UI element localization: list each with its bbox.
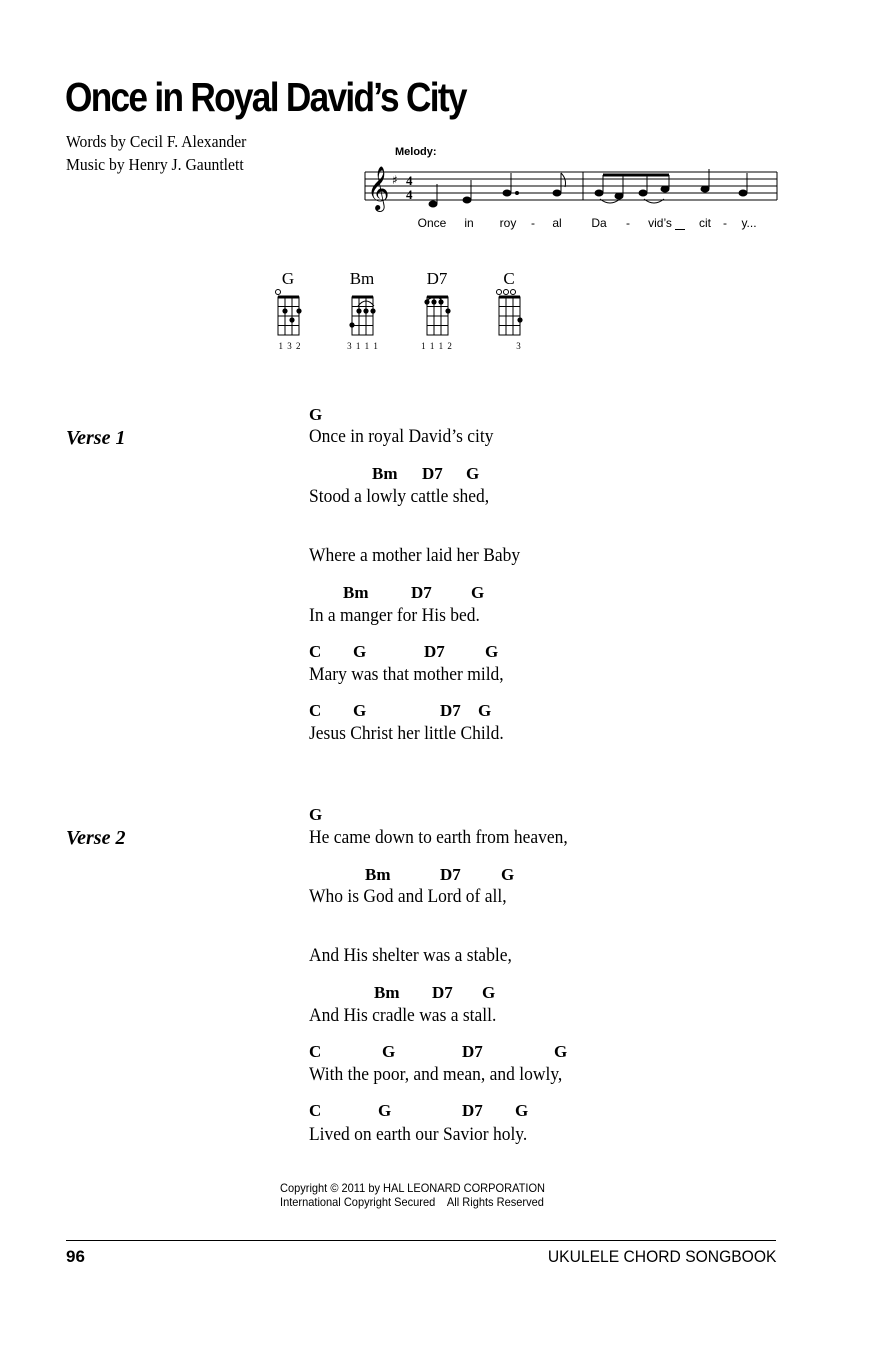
note (503, 190, 511, 196)
chord-symbol: G (501, 865, 515, 884)
chord-diagram-g (272, 288, 306, 340)
song-title: Once in Royal David’s City (65, 74, 466, 120)
melody-syllable: al (552, 216, 562, 230)
verse-label: Verse 2 (66, 827, 126, 849)
footer-rule (66, 1240, 776, 1241)
chord-fingering: 1 1 1 2 (421, 341, 453, 351)
lyric-line: With the poor, and mean, and lowly, (309, 1064, 563, 1085)
melody-syllable: - (626, 216, 630, 230)
copyright-line-2: International Copyright Secured All Rights Reserved (280, 1195, 544, 1209)
chord-symbol: C (309, 1042, 322, 1061)
lyric-line: In a manger for His bed. (309, 605, 480, 626)
melody-staff (360, 160, 790, 220)
copyright-line-1: Copyright © 2011 by HAL LEONARD CORPORATION (280, 1181, 546, 1195)
lyric-line: Jesus Christ her little Child. (309, 723, 504, 744)
chord-diagram-name: G (281, 269, 295, 288)
note (595, 190, 603, 196)
chord-symbol: G (466, 464, 480, 483)
lyric-line: He came down to earth from heaven, (309, 827, 568, 848)
melody-syllable: cit (699, 216, 711, 230)
melody-syllable: - (723, 216, 727, 230)
chord-symbol: D7 (462, 1101, 483, 1120)
note (429, 201, 437, 207)
chord-symbol: Bm (365, 865, 391, 884)
lyric-line: Stood a lowly cattle shed, (309, 486, 490, 507)
chord-symbol: D7 (432, 983, 453, 1002)
chord-diagram-d7 (421, 288, 455, 340)
melody-label: Melody: (395, 146, 437, 158)
lyric-line: Once in royal David’s city (309, 426, 494, 447)
chord-fingering: 1 3 2 (278, 341, 302, 351)
verse-label: Verse 1 (66, 427, 126, 449)
note (661, 186, 669, 192)
melody-syllable: in (464, 216, 474, 230)
chord-fingering: 3 1 1 1 (347, 341, 379, 351)
chord-symbol: G (378, 1101, 392, 1120)
chord-symbol: G (309, 405, 323, 424)
chord-diagram-name: D7 (426, 269, 448, 288)
chord-symbol: G (482, 983, 496, 1002)
sharp-icon: ♯ (392, 173, 398, 187)
chord-symbol: G (353, 701, 367, 720)
chord-symbol: G (515, 1101, 529, 1120)
lyric-line: And His shelter was a stable, (309, 945, 512, 966)
chord-symbol: D7 (462, 1042, 483, 1061)
note (463, 197, 471, 203)
chord-symbol: C (309, 701, 322, 720)
note (639, 190, 647, 196)
note (701, 186, 709, 192)
lyric-line: Mary was that mother mild, (309, 664, 504, 685)
chord-fingering: 3 (516, 341, 522, 351)
chord-symbol: Bm (343, 583, 369, 602)
melody-syllable: y... (741, 216, 757, 230)
lyric-line: And His cradle was a stall. (309, 1005, 497, 1026)
chord-symbol: G (382, 1042, 396, 1061)
chord-diagram-c (493, 288, 527, 340)
note (553, 190, 561, 196)
time-signature-top: 4 (406, 173, 413, 188)
chord-symbol: G (353, 642, 367, 661)
melody-syllable: Da (591, 216, 607, 230)
chord-symbol: C (309, 1101, 322, 1120)
note (615, 193, 623, 199)
music-credit: Music by Henry J. Gauntlett (66, 155, 244, 174)
lyric-line: Who is God and Lord of all, (309, 886, 507, 907)
time-signature-bottom: 4 (406, 187, 413, 202)
chord-symbol: G (478, 701, 492, 720)
chord-diagram-name: Bm (349, 269, 375, 288)
chord-diagram-name: C (503, 269, 515, 288)
page-number: 96 (66, 1247, 85, 1266)
melody-syllable: roy (499, 216, 517, 230)
chord-symbol: G (554, 1042, 568, 1061)
chord-symbol: D7 (424, 642, 445, 661)
lyric-line: Where a mother laid her Baby (309, 545, 521, 566)
chord-symbol: C (309, 642, 322, 661)
chord-symbol: G (485, 642, 499, 661)
chord-symbol: Bm (372, 464, 398, 483)
chord-symbol: G (309, 805, 323, 824)
melisma-line (675, 229, 685, 230)
words-credit: Words by Cecil F. Alexander (66, 132, 247, 151)
chord-diagram-bm (346, 288, 380, 340)
treble-clef-icon: 𝄞 (367, 166, 390, 210)
melody-syllable: - (531, 216, 535, 230)
melody-syllable: Once (417, 216, 447, 230)
chord-symbol: D7 (440, 865, 461, 884)
book-title: UKULELE CHORD SONGBOOK (547, 1247, 776, 1266)
chord-symbol: D7 (440, 701, 461, 720)
chord-symbol: Bm (374, 983, 400, 1002)
note (739, 190, 747, 196)
chord-symbol: G (471, 583, 485, 602)
melody-syllable: vid’s (648, 216, 672, 230)
chord-symbol: D7 (411, 583, 432, 602)
chord-symbol: D7 (422, 464, 443, 483)
lyric-line: Lived on earth our Savior holy. (309, 1124, 528, 1145)
